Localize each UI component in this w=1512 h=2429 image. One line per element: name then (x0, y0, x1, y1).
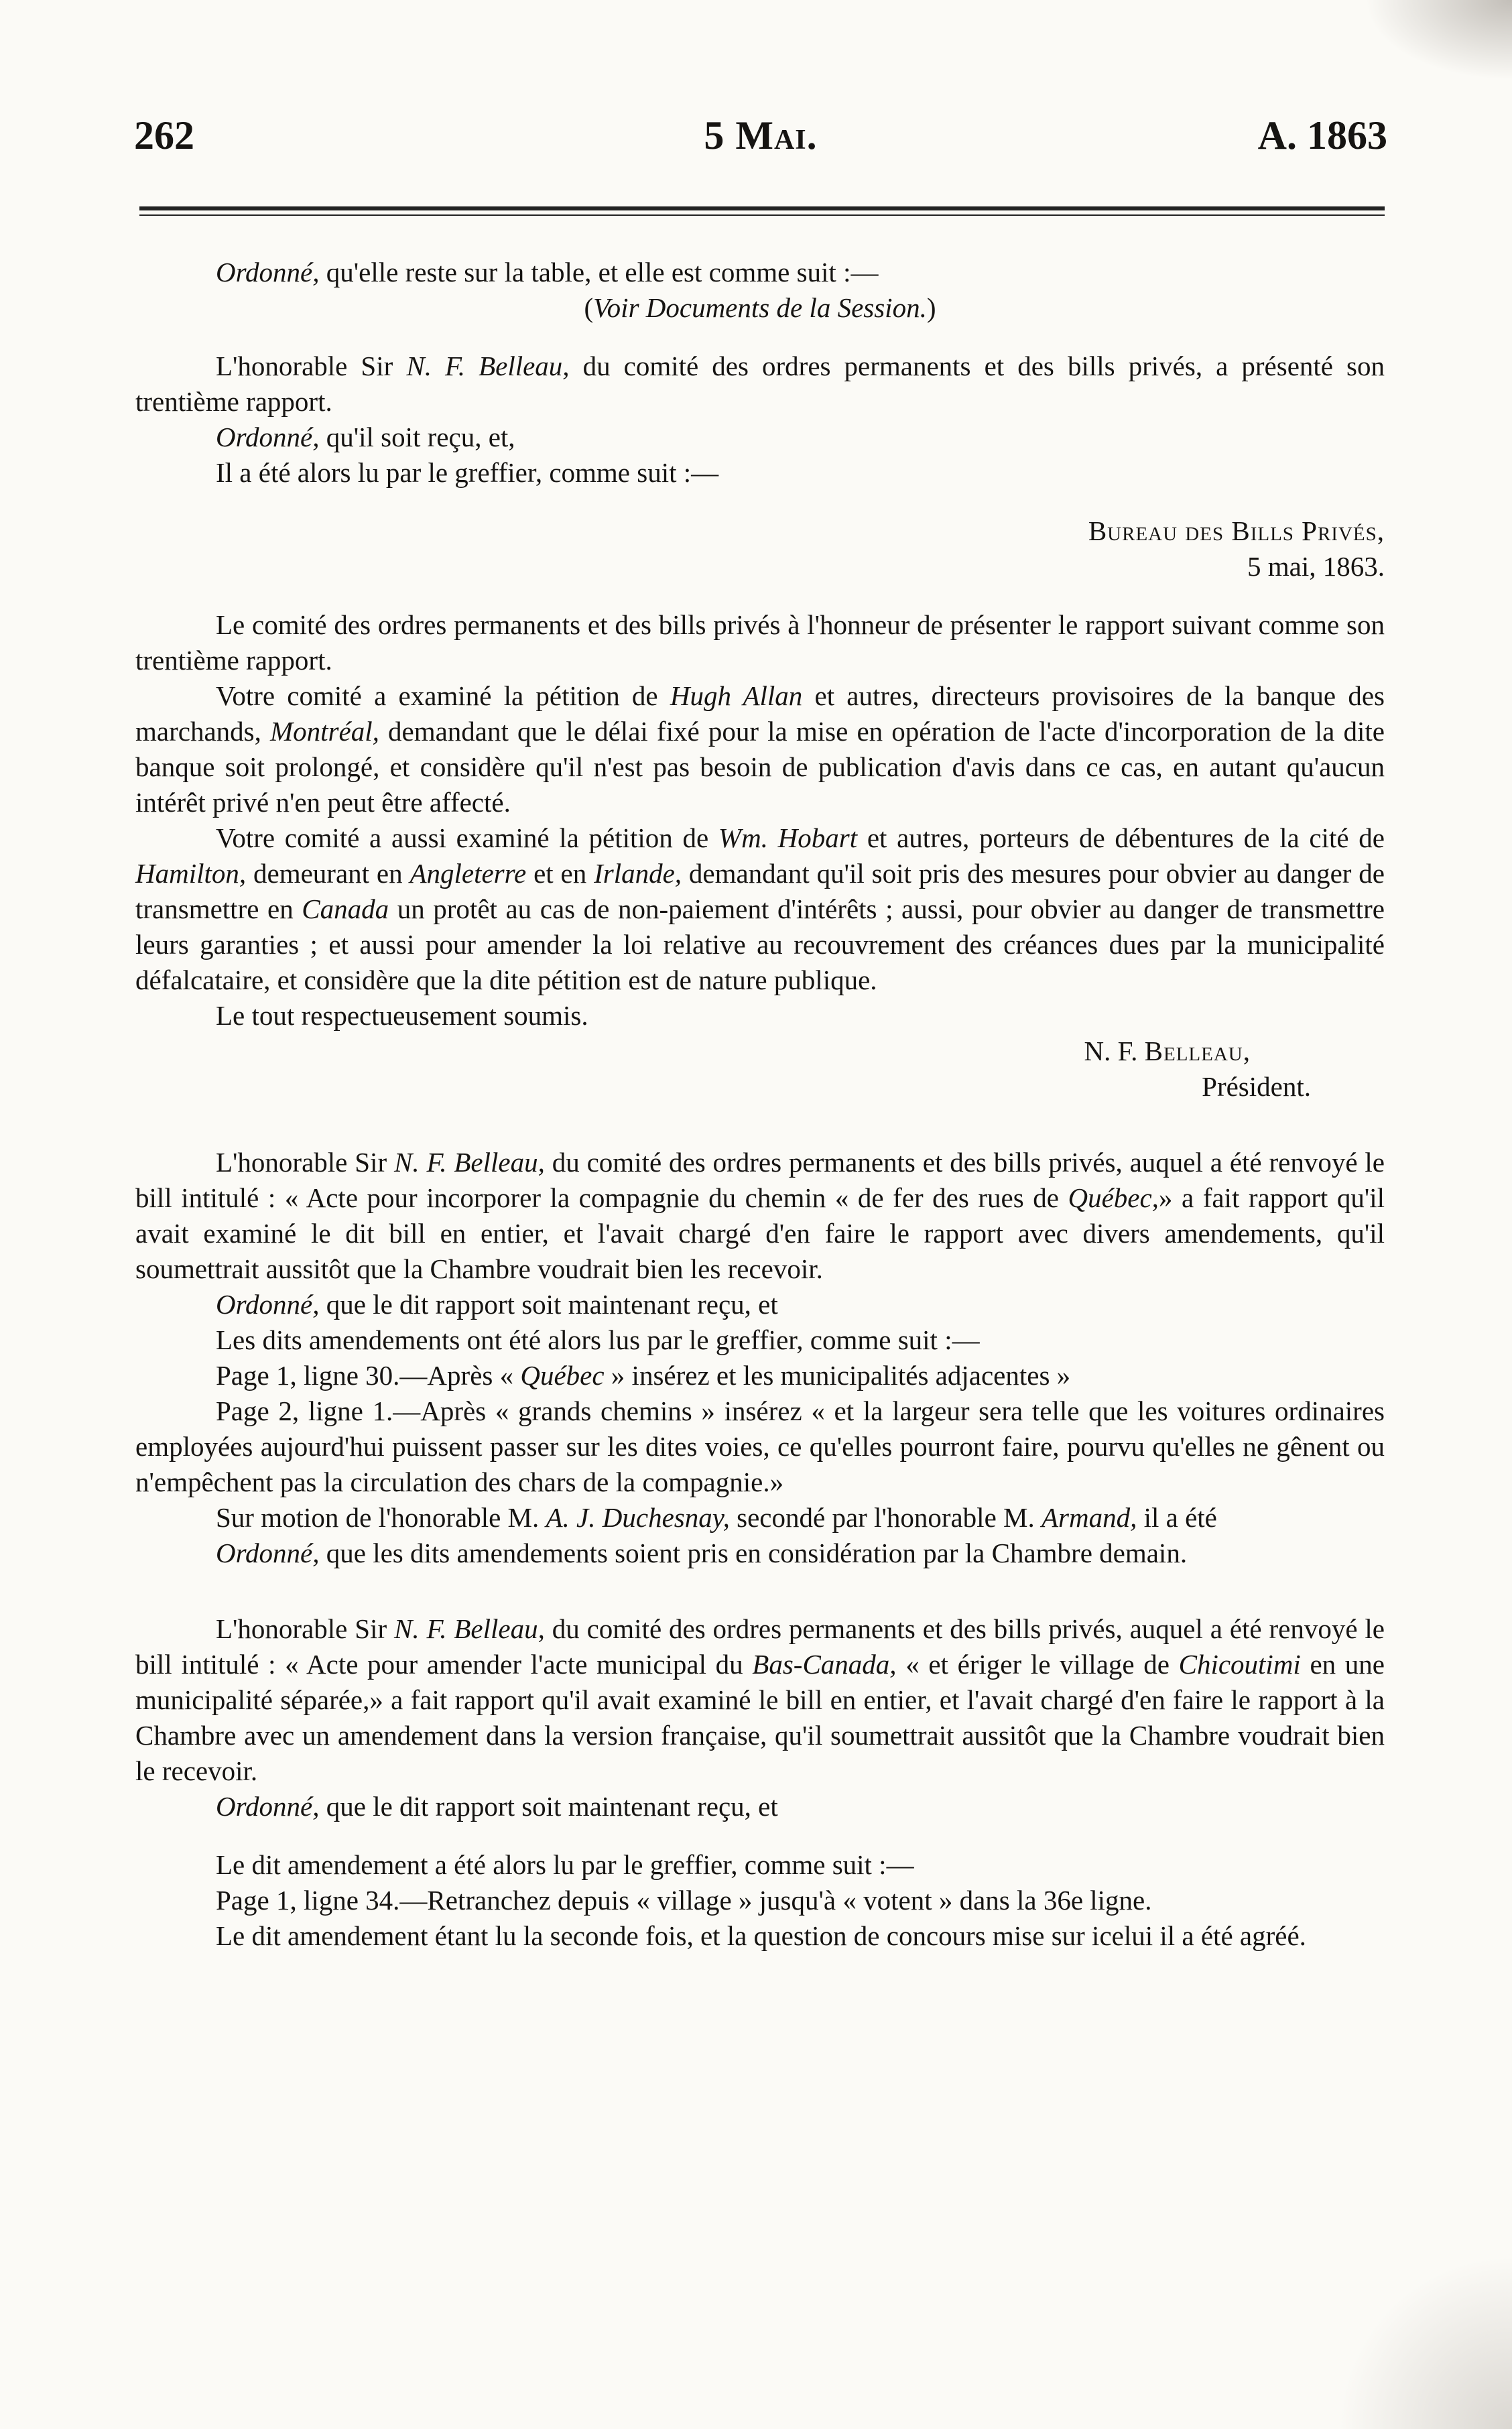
text-run: demandant que le délai fixé pour la mise en opération de l'acte d'incorporation de la dite banque soit prolongé, et considère qu'il n'est pas besoin de publication d'avis dans ce cas, en autant qu'aucun intérêt privé n'en peut être affecté. (135, 716, 1385, 818)
paragraph-p22 (135, 1789, 1385, 1824)
paragraph-p18 (135, 1393, 1385, 1500)
italic-text: Montréal, (270, 716, 379, 747)
paragraph-spacer (135, 584, 1385, 607)
text-run: » insérez et les municipalités adjacentes » (604, 1360, 1071, 1391)
paragraph-spacer (135, 1105, 1385, 1145)
text-run: un protêt au cas de non-paiement d'intérêts ; aussi, pour obvier au danger de transmettre leurs garanties ; et aussi pour amender la loi relative au recouvrement des créances dues par la municipalité défalcataire, et considère que la dite pétition est de nature publique. (135, 893, 1385, 995)
text-run: que les dits amendements soient pris en considération par la Chambre demain. (319, 1538, 1188, 1568)
text-run: demeurant en (246, 858, 410, 889)
paragraph-p21 (135, 1611, 1385, 1789)
text-run: » a fait rapport qu'il avait examiné le dit bill en entier, et l'avait chargé d'en faire le rapport avec divers amendements, qu'il soumettrait aussitôt que la Chambre voudrait bien les recevoir. (135, 1182, 1385, 1284)
italic-text: Ordonné, (216, 1538, 320, 1568)
paragraph-p6 (135, 513, 1385, 549)
paper-stain-top (1365, 0, 1512, 80)
paragraph-p4 (135, 420, 1385, 455)
paragraph-p11 (135, 998, 1385, 1034)
header-rule-thick (139, 206, 1385, 210)
italic-text: Angleterre (410, 858, 527, 889)
text-run: « et ériger le village de (896, 1649, 1179, 1680)
paragraph-p3 (135, 349, 1385, 420)
text-run: et en (526, 858, 594, 889)
paragraph-spacer (135, 326, 1385, 349)
header-rule-thin (139, 214, 1385, 216)
italic-text: Chicoutimi (1178, 1649, 1301, 1680)
text-run: Sur motion de l'honorable M. (216, 1502, 546, 1533)
text-run: Il a été alors lu par le greffier, comme suit :— (216, 457, 719, 488)
italic-text: Hamilton, (135, 858, 247, 889)
italic-text: Ordonné, (216, 422, 320, 452)
italic-text: Canada (302, 893, 389, 924)
paragraph-p16 (135, 1322, 1385, 1358)
text-run: L'honorable Sir (216, 1613, 394, 1644)
text-run: Le comité des ordres permanents et des bills privés à l'honneur de présenter le rapport suivant comme son trentième rapport. (135, 609, 1385, 676)
italic-text: Québec (520, 1360, 605, 1391)
paragraph-p13 (135, 1069, 1385, 1105)
italic-text: Voir Documents de la Session. (593, 292, 927, 323)
text-run: il a été (1137, 1502, 1217, 1533)
text-run: que le dit rapport soit maintenant reçu, et (319, 1791, 778, 1822)
text-run: Les dits amendements ont été alors lus par le greffier, comme suit :— (216, 1324, 980, 1355)
page-body (135, 255, 1385, 1954)
paragraph-p17 (135, 1358, 1385, 1393)
paragraph-p2 (135, 290, 1385, 326)
text-run: ( (584, 292, 594, 323)
paragraph-p23 (135, 1847, 1385, 1883)
paper-stain-bottom (1338, 2255, 1512, 2429)
paragraph-p19 (135, 1500, 1385, 1536)
paragraph-p12 (135, 1034, 1385, 1069)
italic-text: Irlande, (594, 858, 682, 889)
text-run: Le dit amendement a été alors lu par le greffier, comme suit :— (216, 1849, 914, 1880)
paragraph-p20 (135, 1536, 1385, 1571)
small-caps-text: Bureau des Bills Privés, (1088, 515, 1385, 546)
text-run: demandant qu'il soit pris des mesures pour obvier au danger de transmettre en (135, 858, 1385, 924)
text-run: qu'elle reste sur la table, et elle est comme suit :— (319, 257, 879, 288)
italic-text: Ordonné, (216, 257, 320, 288)
italic-text: Armand, (1041, 1502, 1137, 1533)
paragraph-spacer (135, 491, 1385, 513)
text-run: N. F. (1084, 1036, 1145, 1066)
italic-text: Ordonné, (216, 1791, 320, 1822)
paragraph-p1 (135, 255, 1385, 290)
paragraph-p10 (135, 820, 1385, 998)
text-run: Votre comité a examiné la pétition de (216, 680, 670, 711)
text-run: en une municipalité séparée,» a fait rapport qu'il avait examiné le bill en entier, et l'avait chargé d'en faire le rapport à la Chambre avec un amendement dans la version française, qu'il soumettrait aussitôt que la Chambre voudrait bien le recevoir. (135, 1649, 1385, 1786)
text-run: du comité des ordres permanents et des bills privés, auquel a été renvoyé le bill intitulé : « Acte pour incorporer la compagnie du chemin « de fer des rues de (135, 1147, 1385, 1213)
text-run: qu'il soit reçu, et, (319, 422, 515, 452)
text-run: Votre comité a aussi examiné la pétition de (216, 822, 718, 853)
small-caps-text: Belleau, (1144, 1036, 1251, 1066)
italic-text: N. F. Belleau, (393, 1147, 545, 1178)
italic-text: N. F. Belleau, (406, 351, 570, 381)
italic-text: Bas-Canada, (752, 1649, 897, 1680)
italic-text: Wm. Hobart (718, 822, 858, 853)
running-header (134, 113, 1387, 173)
text-run: que le dit rapport soit maintenant reçu, et (319, 1289, 778, 1320)
paragraph-p15 (135, 1287, 1385, 1322)
paragraph-p25 (135, 1918, 1385, 1954)
header-year: A. 1863 (1257, 113, 1387, 158)
paragraph-p9 (135, 678, 1385, 820)
paragraph-spacer (135, 1571, 1385, 1611)
text-run: ) (926, 292, 936, 323)
page-number: 262 (134, 113, 194, 158)
text-run: Le dit amendement étant lu la seconde fois, et la question de concours mise sur icelui il a été agréé. (216, 1920, 1306, 1951)
paragraph-p14 (135, 1145, 1385, 1287)
text-run: Président. (1202, 1071, 1311, 1102)
text-run: Page 1, ligne 34.—Retranchez depuis « village » jusqu'à « votent » dans la 36e ligne. (216, 1885, 1152, 1916)
paragraph-p5 (135, 455, 1385, 491)
text-run: du comité des ordres permanents et des bills privés, a présenté son trentième rapport. (135, 351, 1385, 417)
paragraph-p7 (135, 549, 1385, 584)
text-run: du comité des ordres permanents et des bills privés, auquel a été renvoyé le bill intitulé : « Acte pour amender l'acte municipal du (135, 1613, 1385, 1680)
header-date: 5 Mai. (704, 113, 818, 158)
paragraph-p8 (135, 607, 1385, 678)
italic-text: Hugh Allan (670, 680, 803, 711)
text-run: L'honorable Sir (216, 1147, 394, 1178)
text-run: Page 1, ligne 30.—Après « (216, 1360, 521, 1391)
italic-text: Ordonné, (216, 1289, 320, 1320)
text-run: 5 mai, 1863. (1247, 551, 1385, 582)
italic-text: Québec, (1068, 1182, 1159, 1213)
italic-text: A. J. Duchesnay, (546, 1502, 730, 1533)
text-run: et autres, porteurs de débentures de la cité de (857, 822, 1385, 853)
paragraph-spacer (135, 1824, 1385, 1847)
text-run: Page 2, ligne 1.—Après « grands chemins » insérez « et la largeur sera telle que les voitures ordinaires employées aujourd'hui puissent passer sur les dites voies, ce qu'elles pourront faire, pourvu qu'elles ne gênent ou n'empêchent pas la circulation des chars de la compagnie.» (135, 1395, 1385, 1497)
text-run: Le tout respectueusement soumis. (216, 1000, 588, 1031)
paragraph-p24 (135, 1883, 1385, 1918)
text-run: secondé par l'honorable M. (729, 1502, 1042, 1533)
text-run: L'honorable Sir (216, 351, 407, 381)
text-run: et autres, directeurs provisoires de la banque des marchands, (135, 680, 1385, 747)
italic-text: N. F. Belleau, (393, 1613, 545, 1644)
